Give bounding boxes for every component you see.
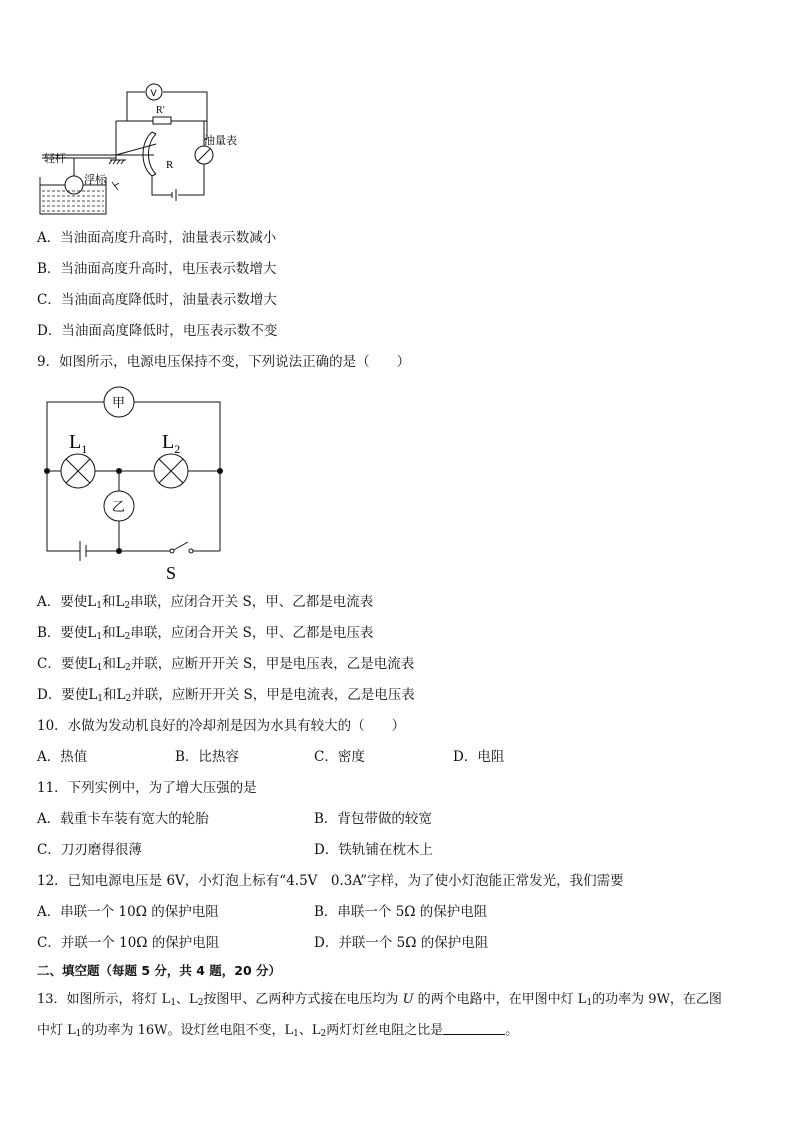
q13-line2: 中灯 $L_1$的功率为 16W。设灯丝电阻不变，$L_1$、$L_2$两灯灯丝电阻之比是 。 [37,1023,519,1039]
r-label: R [166,159,174,171]
l2-label: $L_2$ [162,431,181,456]
q8-option-d: D．当油面高度降低时，电压表示数不变 [37,323,278,339]
q8-option-a: A．当油面高度升高时，油量表示数减小 [37,230,277,246]
q8-option-c: C．当油面高度降低时，油量表示数增大 [37,292,277,308]
q11-option-c: C．刀刃磨得很薄 [37,842,142,858]
q11-option-b: B．背包带做的较宽 [314,811,432,827]
q12-option-b: B．串联一个 5Ω 的保护电阻 [314,904,488,920]
q10-option-d: D．电阻 [453,749,505,765]
q10-stem: 10．水做为发动机良好的冷却剂是因为水具有较大的（ ） [37,718,406,734]
fuel-gauge-diagram [36,82,256,220]
q12-option-d: D．并联一个 5Ω 的保护电阻 [314,935,489,951]
float-label: 浮标 [84,173,106,186]
switch-s-label: S [166,563,177,583]
q9-stem: 9．如图所示，电源电压保持不变，下列说法正确的是（ ） [37,354,411,370]
jia-label: 甲 [112,396,126,411]
q9-option-c: C．要使$L_1$和$L_2$并联，应断开开关 S，甲是电压表，乙是电流表 [37,656,415,673]
q11-option-a: A．载重卡车装有宽大的轮胎 [37,811,209,827]
lever-label: 轻杆 [44,152,66,165]
q9-option-d: D．要使$L_1$和$L_2$并联，应断开开关 S，甲是电流表，乙是电压表 [37,687,415,704]
answer-blank[interactable] [443,1022,505,1035]
rprime-label: R′ [156,105,165,116]
q9-option-b: B．要使$L_1$和$L_2$串联，应闭合开关 S，甲、乙都是电压表 [37,625,374,642]
q12-stem: 12．已知电源电压是 6V，小灯泡上标有“4.5V 0.3A”字样，为了使小灯泡能正常发光，我们需要 [37,873,624,889]
q9-option-a: A．要使$L_1$和$L_2$串联，应闭合开关 S，甲、乙都是电流表 [37,594,374,611]
meter-label: 油量表 [204,134,237,147]
voltmeter-label: V [150,89,157,99]
q11-option-d: D．铁轨铺在枕木上 [314,842,433,858]
l1-label: $L_1$ [69,431,88,456]
q10-option-b: B．比热容 [175,749,239,765]
q12-option-c: C．并联一个 10Ω 的保护电阻 [37,935,220,951]
yi-label: 乙 [112,500,126,515]
q13-line1: 13．如图所示，将灯 $L_1$、$L_2$按图甲、乙两种方式接在电压均为 U 的两个电路中，在甲图中灯 $L_1$的功率为 9W，在乙图 [37,992,722,1008]
q12-option-a: A．串联一个 10Ω 的保护电阻 [37,904,219,920]
q11-stem: 11．下列实例中，为了增大压强的是 [37,780,257,796]
circuit-diagram-q9 [40,385,230,585]
q8-option-b: B．当油面高度升高时，电压表示数增大 [37,261,277,277]
q10-option-c: C．密度 [314,749,365,765]
q10-option-a: A．热值 [37,749,88,765]
section-heading: 二、填空题（每题 5 分，共 4 题，20 分） [37,963,282,978]
